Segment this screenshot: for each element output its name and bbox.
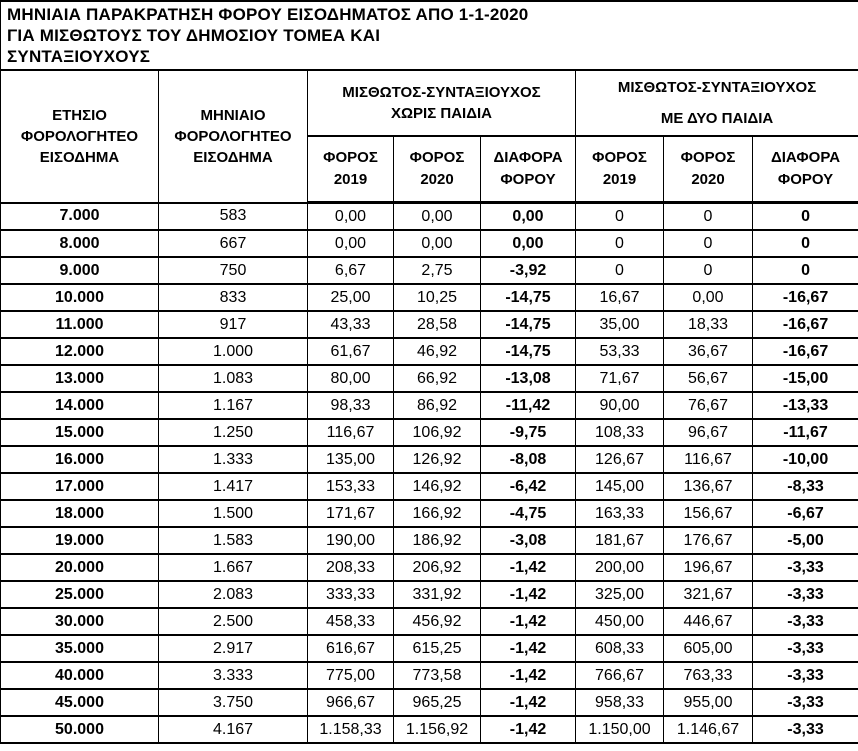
subheader-tax-2020-two-children-line2: 2020 (691, 171, 725, 188)
cell-tax-2020-no-children: 186,92 (394, 527, 481, 554)
cell-tax-2019-two-children: 108,33 (576, 419, 664, 446)
cell-tax-diff-no-children: -14,75 (481, 284, 576, 311)
cell-tax-2020-no-children: 0,00 (394, 203, 481, 231)
subheader-tax-2020-no-children-line1: ΦΟΡΟΣ (409, 149, 465, 166)
cell-tax-2019-two-children: 71,67 (576, 365, 664, 392)
title-row (1, 1, 858, 70)
header-group-no-children-line2: ΧΩΡΙΣ ΠΑΙΔΙΑ (391, 105, 492, 122)
cell-tax-diff-no-children: -1,42 (481, 581, 576, 608)
cell-tax-diff-no-children: -6,42 (481, 473, 576, 500)
header-monthly-income-line1: ΜΗΝΙΑΙΟ (200, 106, 266, 124)
cell-annual-income: 13.000 (1, 365, 159, 392)
cell-annual-income: 30.000 (1, 608, 159, 635)
table-row (1, 311, 858, 338)
cell-tax-2019-no-children: 43,33 (308, 311, 394, 338)
cell-monthly-income: 1.333 (159, 446, 308, 473)
cell-tax-diff-no-children: -1,42 (481, 554, 576, 581)
cell-tax-2020-two-children: 955,00 (664, 689, 753, 716)
cell-annual-income: 7.000 (1, 203, 159, 231)
cell-tax-diff-no-children: -9,75 (481, 419, 576, 446)
cell-tax-diff-no-children: -4,75 (481, 500, 576, 527)
subheader-tax-2019-two-children-line2: 2019 (602, 171, 637, 188)
cell-monthly-income: 1.000 (159, 338, 308, 365)
cell-monthly-income: 750 (159, 257, 308, 284)
header-group-two-children (576, 70, 858, 136)
cell-tax-2020-no-children: 86,92 (394, 392, 481, 419)
cell-tax-2019-two-children: 450,00 (576, 608, 664, 635)
cell-monthly-income: 917 (159, 311, 308, 338)
cell-annual-income: 12.000 (1, 338, 159, 365)
cell-annual-income: 11.000 (1, 311, 159, 338)
cell-tax-2019-two-children: 90,00 (576, 392, 664, 419)
subheader-tax-2020-two-children-line1: ΦΟΡΟΣ (680, 149, 736, 166)
cell-tax-2019-no-children: 616,67 (308, 635, 394, 662)
cell-tax-2020-no-children: 126,92 (394, 446, 481, 473)
cell-monthly-income: 583 (159, 203, 308, 231)
cell-monthly-income: 1.500 (159, 500, 308, 527)
table-row (1, 419, 858, 446)
cell-tax-2020-no-children: 965,25 (394, 689, 481, 716)
subheader-tax-2020-no-children-line2: 2020 (420, 171, 454, 188)
cell-tax-2020-two-children: 176,67 (664, 527, 753, 554)
cell-tax-diff-two-children: -5,00 (753, 527, 858, 554)
cell-tax-2019-no-children: 190,00 (308, 527, 394, 554)
subheader-tax-diff-no-children-line1: ΔΙΑΦΟΡΑ (493, 149, 563, 166)
cell-tax-diff-two-children: -3,33 (753, 635, 858, 662)
cell-tax-diff-two-children: 0 (753, 257, 858, 284)
cell-monthly-income: 1.417 (159, 473, 308, 500)
cell-tax-diff-two-children: -13,33 (753, 392, 858, 419)
cell-monthly-income: 2.917 (159, 635, 308, 662)
cell-monthly-income: 667 (159, 230, 308, 257)
cell-tax-2019-two-children: 958,33 (576, 689, 664, 716)
cell-tax-2020-no-children: 10,25 (394, 284, 481, 311)
cell-annual-income: 8.000 (1, 230, 159, 257)
cell-tax-2020-two-children: 56,67 (664, 365, 753, 392)
cell-tax-2020-two-children: 156,67 (664, 500, 753, 527)
cell-tax-diff-two-children: 0 (753, 203, 858, 231)
cell-tax-diff-no-children: 0,00 (481, 230, 576, 257)
cell-monthly-income: 833 (159, 284, 308, 311)
cell-monthly-income: 3.750 (159, 689, 308, 716)
cell-tax-2019-two-children: 766,67 (576, 662, 664, 689)
cell-tax-2020-no-children: 1.156,92 (394, 716, 481, 743)
header-group-two-children-line1: ΜΙΣΘΩΤΟΣ-ΣΥΝΤΑΞΙΟΥΧΟΣ (617, 79, 817, 96)
cell-tax-diff-two-children: -3,33 (753, 608, 858, 635)
table-row (1, 365, 858, 392)
cell-tax-2020-two-children: 321,67 (664, 581, 753, 608)
cell-tax-2019-two-children: 0 (576, 230, 664, 257)
cell-annual-income: 20.000 (1, 554, 159, 581)
cell-tax-2020-two-children: 136,67 (664, 473, 753, 500)
cell-tax-2019-no-children: 0,00 (308, 203, 394, 231)
cell-tax-2019-no-children: 153,33 (308, 473, 394, 500)
cell-tax-2020-two-children: 0 (664, 257, 753, 284)
cell-tax-2019-no-children: 458,33 (308, 608, 394, 635)
cell-tax-diff-two-children: -16,67 (753, 338, 858, 365)
table-row (1, 284, 858, 311)
cell-tax-2020-two-children: 76,67 (664, 392, 753, 419)
header-monthly-income (159, 70, 308, 203)
header-group-no-children (308, 70, 576, 136)
cell-tax-2019-no-children: 775,00 (308, 662, 394, 689)
cell-monthly-income: 1.083 (159, 365, 308, 392)
table-row (1, 392, 858, 419)
header-group-two-children-line2: ΜΕ ΔΥΟ ΠΑΙΔΙΑ (660, 110, 774, 127)
cell-tax-2019-two-children: 325,00 (576, 581, 664, 608)
table-row (1, 257, 858, 284)
cell-tax-diff-two-children: -8,33 (753, 473, 858, 500)
header-group-no-children-line1: ΜΙΣΘΩΤΟΣ-ΣΥΝΤΑΞΙΟΥΧΟΣ (342, 84, 541, 101)
table-row (1, 662, 858, 689)
cell-tax-2019-no-children: 0,00 (308, 230, 394, 257)
cell-tax-2020-two-children: 446,67 (664, 608, 753, 635)
cell-tax-diff-no-children: 0,00 (481, 203, 576, 231)
cell-annual-income: 15.000 (1, 419, 159, 446)
cell-tax-diff-two-children: -10,00 (753, 446, 858, 473)
cell-tax-2019-two-children: 200,00 (576, 554, 664, 581)
cell-tax-diff-no-children: -1,42 (481, 689, 576, 716)
header-monthly-income-line2: ΦΟΡΟΛΟΓΗΤΕΟ (174, 127, 292, 145)
subheader-tax-diff-no-children-line2: ΦΟΡΟΥ (500, 171, 556, 188)
cell-tax-diff-no-children: -14,75 (481, 338, 576, 365)
table-row (1, 203, 858, 231)
table-row (1, 338, 858, 365)
cell-tax-diff-two-children: -3,33 (753, 662, 858, 689)
cell-tax-2020-two-children: 763,33 (664, 662, 753, 689)
cell-tax-diff-no-children: -1,42 (481, 716, 576, 743)
cell-tax-diff-two-children: -3,33 (753, 581, 858, 608)
table-row (1, 554, 858, 581)
cell-annual-income: 35.000 (1, 635, 159, 662)
cell-tax-2020-two-children: 1.146,67 (664, 716, 753, 743)
cell-annual-income: 14.000 (1, 392, 159, 419)
subheader-tax-2019-two-children-line1: ΦΟΡΟΣ (592, 149, 647, 166)
table-row (1, 608, 858, 635)
cell-tax-2020-no-children: 2,75 (394, 257, 481, 284)
cell-tax-2020-no-children: 206,92 (394, 554, 481, 581)
cell-annual-income: 40.000 (1, 662, 159, 689)
cell-tax-diff-two-children: -6,67 (753, 500, 858, 527)
title-line-1: ΜΗΝΙΑΙΑ ΠΑΡΑΚΡΑΤΗΣΗ ΦΟΡΟΥ ΕΙΣΟΔΗΜΑΤΟΣ ΑΠΟ 1-1-2020 (7, 5, 529, 24)
cell-tax-diff-no-children: -1,42 (481, 662, 576, 689)
cell-tax-diff-no-children: -3,92 (481, 257, 576, 284)
subheader-tax-diff-two-children-line2: ΦΟΡΟΥ (777, 171, 834, 188)
header-monthly-income-line3: ΕΙΣΟΔΗΜΑ (193, 148, 273, 166)
cell-monthly-income: 1.250 (159, 419, 308, 446)
cell-tax-2020-two-children: 605,00 (664, 635, 753, 662)
table-body (1, 203, 858, 744)
cell-monthly-income: 1.667 (159, 554, 308, 581)
cell-tax-diff-no-children: -1,42 (481, 635, 576, 662)
cell-tax-2019-two-children: 16,67 (576, 284, 664, 311)
cell-tax-2020-no-children: 456,92 (394, 608, 481, 635)
cell-monthly-income: 1.583 (159, 527, 308, 554)
table-row (1, 500, 858, 527)
cell-tax-2020-no-children: 146,92 (394, 473, 481, 500)
cell-tax-2020-two-children: 0,00 (664, 284, 753, 311)
cell-tax-2019-two-children: 181,67 (576, 527, 664, 554)
table-row (1, 689, 858, 716)
cell-monthly-income: 1.167 (159, 392, 308, 419)
group-header-row (1, 70, 858, 136)
cell-tax-2019-no-children: 80,00 (308, 365, 394, 392)
cell-annual-income: 9.000 (1, 257, 159, 284)
cell-tax-diff-two-children: 0 (753, 230, 858, 257)
cell-tax-diff-two-children: -3,33 (753, 689, 858, 716)
cell-tax-diff-two-children: -11,67 (753, 419, 858, 446)
cell-tax-2020-two-children: 36,67 (664, 338, 753, 365)
cell-tax-2020-no-children: 166,92 (394, 500, 481, 527)
cell-tax-2020-no-children: 0,00 (394, 230, 481, 257)
table-row (1, 527, 858, 554)
cell-annual-income: 25.000 (1, 581, 159, 608)
table-row (1, 446, 858, 473)
cell-tax-2019-two-children: 0 (576, 257, 664, 284)
cell-tax-2019-two-children: 608,33 (576, 635, 664, 662)
cell-tax-2019-no-children: 61,67 (308, 338, 394, 365)
cell-tax-2019-two-children: 1.150,00 (576, 716, 664, 743)
cell-tax-2020-no-children: 773,58 (394, 662, 481, 689)
title-line-3: ΣΥΝΤΑΞΙΟΥΧΟΥΣ (7, 47, 151, 66)
cell-tax-2019-no-children: 333,33 (308, 581, 394, 608)
cell-tax-2019-two-children: 0 (576, 203, 664, 231)
cell-tax-2020-two-children: 196,67 (664, 554, 753, 581)
cell-monthly-income: 4.167 (159, 716, 308, 743)
cell-tax-diff-no-children: -13,08 (481, 365, 576, 392)
cell-tax-2019-two-children: 126,67 (576, 446, 664, 473)
table-row (1, 635, 858, 662)
cell-tax-diff-two-children: -16,67 (753, 284, 858, 311)
subheader-tax-2019-no-children-line1: ΦΟΡΟΣ (323, 149, 378, 166)
cell-tax-diff-two-children: -3,33 (753, 554, 858, 581)
cell-annual-income: 10.000 (1, 284, 159, 311)
cell-tax-2019-no-children: 6,67 (308, 257, 394, 284)
cell-tax-2019-no-children: 135,00 (308, 446, 394, 473)
cell-monthly-income: 3.333 (159, 662, 308, 689)
table-row (1, 230, 858, 257)
cell-tax-2019-no-children: 25,00 (308, 284, 394, 311)
cell-tax-diff-no-children: -1,42 (481, 608, 576, 635)
cell-tax-2019-no-children: 116,67 (308, 419, 394, 446)
cell-tax-diff-no-children: -8,08 (481, 446, 576, 473)
cell-tax-2020-no-children: 28,58 (394, 311, 481, 338)
table-row (1, 581, 858, 608)
cell-tax-2019-no-children: 171,67 (308, 500, 394, 527)
table-row (1, 716, 858, 743)
subheader-tax-2020-no-children (394, 136, 481, 203)
header-annual-income-line2: ΦΟΡΟΛΟΓΗΤΕΟ (20, 127, 139, 145)
table-row (1, 473, 858, 500)
cell-annual-income: 50.000 (1, 716, 159, 743)
subheader-tax-diff-two-children-line1: ΔΙΑΦΟΡΑ (770, 149, 841, 166)
cell-tax-diff-two-children: -3,33 (753, 716, 858, 743)
cell-tax-diff-two-children: -15,00 (753, 365, 858, 392)
cell-annual-income: 17.000 (1, 473, 159, 500)
cell-tax-2019-two-children: 145,00 (576, 473, 664, 500)
subheader-tax-2019-no-children (308, 136, 394, 203)
header-annual-income-line1: ΕΤΗΣΙΟ (52, 106, 107, 124)
cell-tax-2020-no-children: 615,25 (394, 635, 481, 662)
cell-tax-2020-two-children: 116,67 (664, 446, 753, 473)
cell-tax-2019-two-children: 53,33 (576, 338, 664, 365)
cell-tax-2019-no-children: 98,33 (308, 392, 394, 419)
cell-monthly-income: 2.500 (159, 608, 308, 635)
cell-tax-2020-no-children: 331,92 (394, 581, 481, 608)
cell-annual-income: 16.000 (1, 446, 159, 473)
cell-tax-2019-two-children: 35,00 (576, 311, 664, 338)
cell-tax-diff-two-children: -16,67 (753, 311, 858, 338)
subheader-tax-2020-two-children (664, 136, 753, 203)
subheader-tax-2019-two-children (576, 136, 664, 203)
cell-tax-2019-no-children: 1.158,33 (308, 716, 394, 743)
cell-annual-income: 19.000 (1, 527, 159, 554)
cell-tax-2019-no-children: 966,67 (308, 689, 394, 716)
cell-tax-2019-two-children: 163,33 (576, 500, 664, 527)
cell-annual-income: 18.000 (1, 500, 159, 527)
cell-tax-2020-two-children: 96,67 (664, 419, 753, 446)
cell-tax-2020-no-children: 106,92 (394, 419, 481, 446)
subheader-tax-diff-no-children (481, 136, 576, 203)
cell-tax-2020-two-children: 18,33 (664, 311, 753, 338)
cell-tax-diff-no-children: -3,08 (481, 527, 576, 554)
cell-monthly-income: 2.083 (159, 581, 308, 608)
cell-tax-2020-two-children: 0 (664, 203, 753, 231)
cell-tax-diff-no-children: -11,42 (481, 392, 576, 419)
subheader-tax-2019-no-children-line2: 2019 (333, 171, 368, 188)
subheader-tax-diff-two-children (753, 136, 858, 203)
cell-annual-income: 45.000 (1, 689, 159, 716)
cell-tax-2020-no-children: 66,92 (394, 365, 481, 392)
header-annual-income (1, 70, 159, 203)
cell-tax-diff-no-children: -14,75 (481, 311, 576, 338)
title-line-2: ΓΙΑ ΜΙΣΘΩΤΟΥΣ ΤΟΥ ΔΗΜΟΣΙΟΥ ΤΟΜΕΑ ΚΑΙ (7, 26, 381, 45)
table-title (1, 1, 858, 70)
cell-tax-2020-no-children: 46,92 (394, 338, 481, 365)
cell-tax-2019-no-children: 208,33 (308, 554, 394, 581)
cell-tax-2020-two-children: 0 (664, 230, 753, 257)
header-annual-income-line3: ΕΙΣΟΔΗΜΑ (39, 148, 120, 166)
